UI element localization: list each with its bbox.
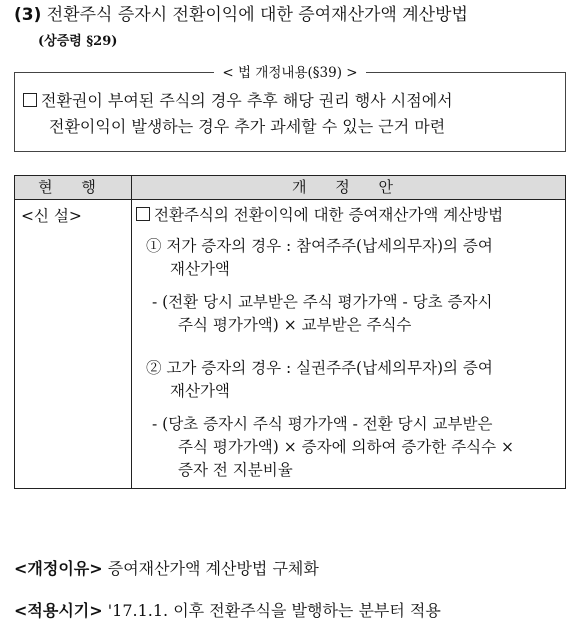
law-reference: (상증령 §29) bbox=[38, 34, 118, 49]
effective-label: <적용시기> bbox=[14, 601, 103, 620]
amendment-line-1: 전환권이 부여된 주식의 경우 추후 해당 권리 행사 시점에서 bbox=[23, 88, 557, 114]
reason-text: 증여재산가액 계산방법 구체화 bbox=[107, 559, 319, 578]
checkbox-icon bbox=[23, 93, 37, 107]
case-high-price: ② 고가 증자의 경우 : 실권주주(납세의무자)의 증여 재산가액 bbox=[146, 359, 493, 400]
header-current: 현 행 bbox=[15, 176, 132, 200]
case-low-price: ① 저가 증자의 경우 : 참여주주(납세의무자)의 증여 재산가액 bbox=[146, 237, 493, 278]
amendment-box bbox=[14, 72, 566, 152]
case-high-price-formula: - (당초 증자시 주식 평가가액 - 전환 당시 교부받은 주식 평가가액) × 증자에 의하여 증가한 주식수 × 증자 전 지분비율 bbox=[152, 415, 515, 479]
table-row bbox=[15, 200, 566, 489]
proposal-title: 전환주식의 전환이익에 대한 증여재산가액 계산방법 bbox=[136, 204, 559, 227]
current-cell: <신 설> bbox=[15, 200, 132, 489]
amendment-line-2: 전환이익이 발생하는 경우 추가 과세할 수 있는 근거 마련 bbox=[49, 117, 446, 136]
reason-label: <개정이유> bbox=[14, 559, 103, 578]
section-heading bbox=[14, 4, 468, 26]
checkbox-icon bbox=[136, 207, 150, 221]
amendment-label: < 법 개정내용(§39) > bbox=[0, 61, 580, 81]
reason-line bbox=[14, 556, 319, 579]
proposal-cell bbox=[132, 200, 566, 489]
case-low-price-formula: - (전환 당시 교부받은 주식 평가가액 - 당초 증자시 주식 평가가액) × 교부받은 주식수 bbox=[152, 293, 493, 334]
section-number: (3) bbox=[14, 5, 42, 25]
effective-line bbox=[14, 598, 441, 621]
header-proposal: 개 정 안 bbox=[132, 176, 566, 200]
table-header-row bbox=[15, 176, 566, 200]
section-title: 전환주식 증자시 전환이익에 대한 증여재산가액 계산방법 bbox=[46, 5, 468, 25]
effective-text: '17.1.1. 이후 전환주식을 발행하는 분부터 적용 bbox=[107, 601, 441, 620]
comparison-table bbox=[14, 175, 566, 489]
